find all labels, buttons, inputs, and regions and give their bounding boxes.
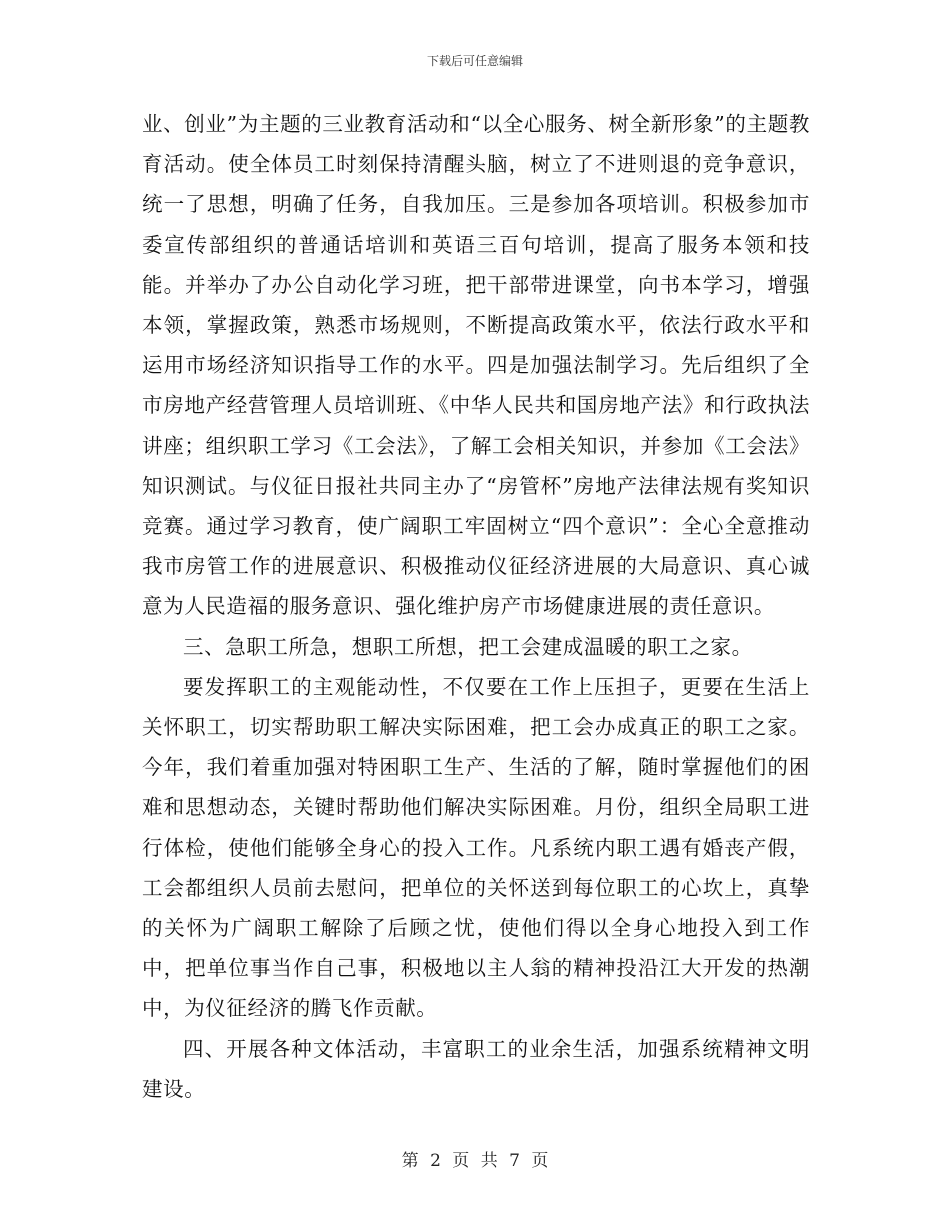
section-heading-4: 四、开展各种文体活动，丰富职工的业余生活，加强系统精神文明建设。 xyxy=(142,1036,810,1101)
section-heading-3: 三、急职工所急，想职工所想，把工会建成温暖的职工之家。 xyxy=(183,634,753,659)
document-body xyxy=(142,104,810,1109)
paragraph-care: 要发挥职工的主观能动性，不仅要在工作上压担子，更要在生活上关怀职工，切实帮助职工解决实际困难，把工会办成真正的职工之家。今年，我们着重加强对特困职工生产、生活的了解，随时掌握他们的困难和思想动态，关键时帮助他们解决实际困难。月份，组织全局职工进行体检，使他们能够全身心的投入工作。凡系统内职工遇有婚丧产假，工会都组织人员前去慰问，把单位的关怀送到每位职工的心坎上，真挚的关怀为广阔职工解除了后顾之忧，使他们得以全身心地投入到工作中，把单位事当作自己事，积极地以主人翁的精神投沿江大开发的热潮中，为仪征经济的腾飞作贡献。 xyxy=(142,674,810,1021)
paragraph-continuation: 业、创业”为主题的三业教育活动和“以全心服务、树全新形象”的主题教育活动。使全体员工时刻保持清醒头脑，树立了不进则退的竞争意识，统一了思想，明确了任务，自我加压。三是参加各项培训。积极参加市委宣传部组织的普通话培训和英语三百句培训，提高了服务本领和技能。并举办了办公自动化学习班，把干部带进课堂，向书本学习，增强本领，掌握政策，熟悉市场规则，不断提高政策水平，依法行政水平和运用市场经济知识指导工作的水平。四是加强法制学习。先后组织了全市房地产经营管理人员培训班、《中华人民共和国房地产法》和行政执法讲座；组织职工学习《工会法》，了解工会相关知识，并参加《工会法》知识测试。与仪征日报社共同主办了“房管杯”房地产法律法规有奖知识竞赛。通过学习教育，使广阔职工牢固树立“四个意识”：全心全意推动我市房管工作的进展意识、积极推动仪征经济进展的大局意识、真心诚意为人民造福的服务意识、强化维护房产市场健康进展的责任意识。 xyxy=(142,112,810,619)
page-header: 下载后可任意编辑 xyxy=(426,54,523,68)
page-number: 第 2 页 共 7 页 xyxy=(401,1151,549,1171)
